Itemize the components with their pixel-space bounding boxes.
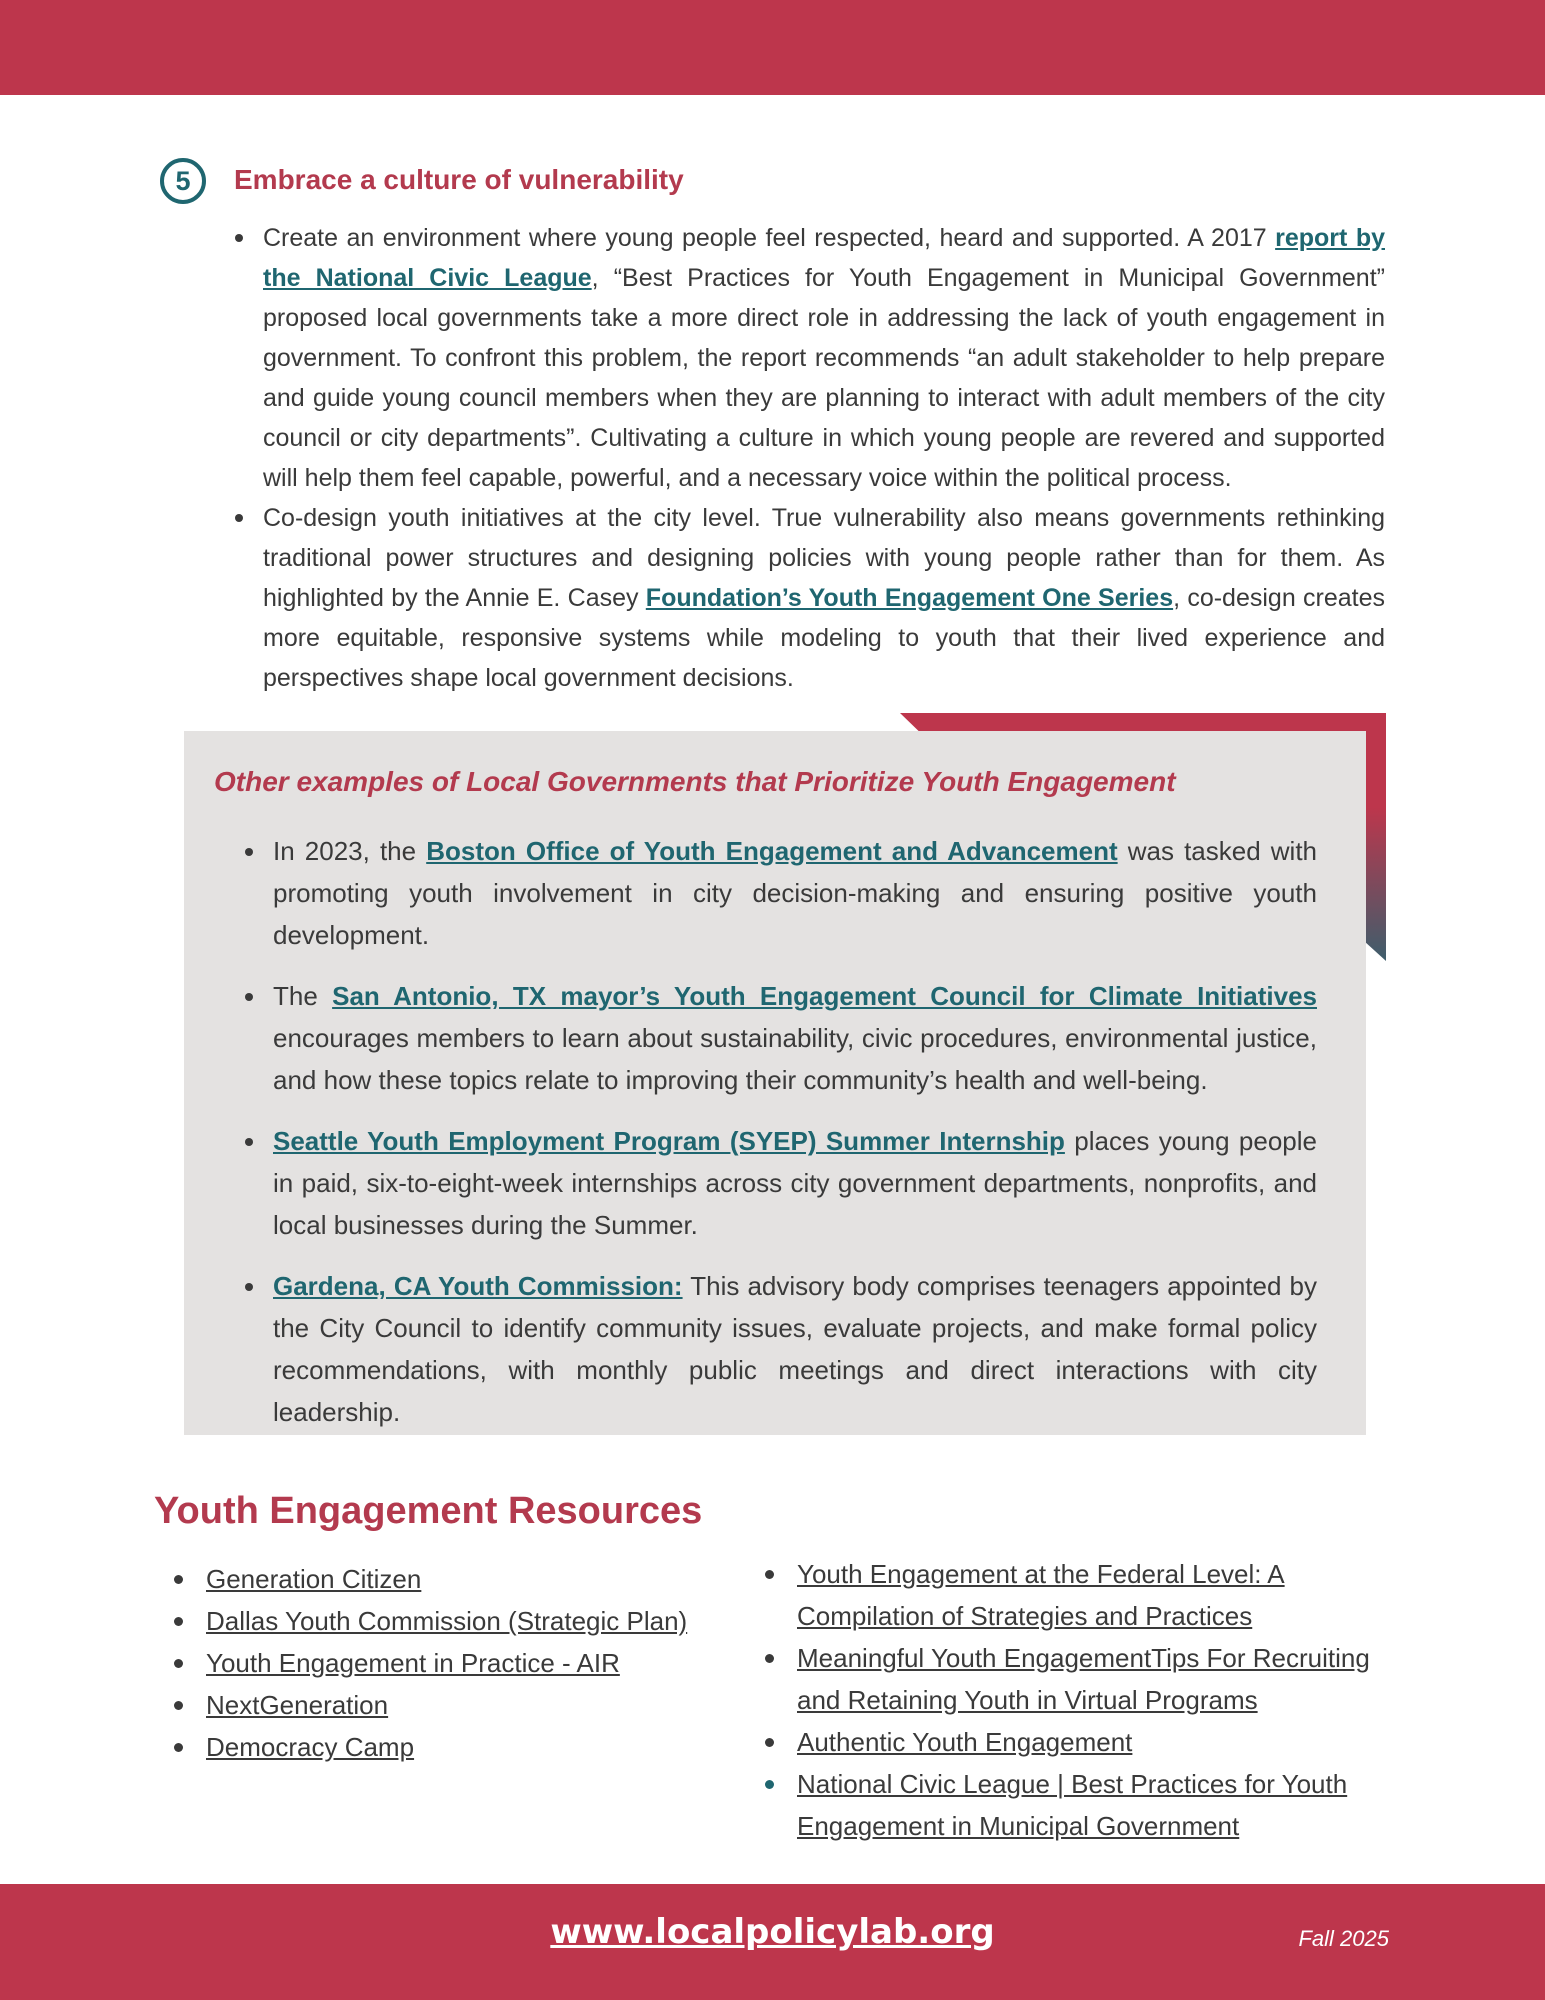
list-item: [263, 218, 1385, 498]
resource-link-authentic-engagement[interactable]: Authentic Youth Engagement: [797, 1727, 1133, 1757]
number-5-circle-icon: [160, 158, 206, 204]
list-item: [273, 1120, 1317, 1246]
list-item: [797, 1637, 1397, 1721]
list-item: [206, 1684, 726, 1726]
list-item: [273, 975, 1317, 1101]
bullet-dot-icon: [765, 1654, 774, 1663]
bullet-dot-icon: [174, 1659, 183, 1668]
bullet-dot-icon: [245, 848, 253, 856]
item-text: places young people in paid, six-to-eight-week internships across city government departments, nonprofits, and local businesses during the Summer.: [273, 1126, 1318, 1240]
bullet-text: , co-design creates more equitable, responsive systems while modeling to youth that their lived experience and perspectives shape local government decisions.: [263, 584, 1385, 692]
bullet-dot-icon: [765, 1570, 774, 1579]
san-antonio-council-link[interactable]: San Antonio, TX mayor’s Youth Engagement Council for Climate Initiatives: [332, 981, 1317, 1011]
list-item: [206, 1642, 726, 1684]
bullet-text: , “Best Practices for Youth Engagement in Municipal Government” proposed local governments take a more direct role in addressing the lack of youth engagement in government. To confront this problem, the report recommends “an adult stakeholder to help prepare and guide young council members when they are planning to interact with adult members of the city council or city departments”. Cultivating a culture in which young people are revered and supported will help them feel capable, powerful, and a necessary voice within the political process.: [263, 264, 1385, 492]
bullet-dot-icon: [245, 993, 253, 1001]
list-item: [273, 1265, 1317, 1433]
bullet-text: Create an environment where young people feel respected, heard and supported. A 2017: [263, 224, 1276, 252]
top-banner: [0, 0, 1545, 95]
website-link[interactable]: www.localpolicylab.org: [550, 1912, 995, 1952]
resource-link-national-civic-league[interactable]: National Civic League | Best Practices for Youth Engagement in Municipal Government: [797, 1769, 1348, 1841]
list-item: [206, 1558, 726, 1600]
list-item: [206, 1600, 726, 1642]
gardena-commission-link[interactable]: Gardena, CA Youth Commission:: [273, 1271, 683, 1301]
list-item: [263, 498, 1385, 698]
resources-list-left: [206, 1558, 726, 1768]
item-text: This advisory body comprises teenagers appointed by the City Council to identify community issues, evaluate projects, and make formal policy recommendations, with monthly public meetings and direct interactions with city leadership.: [273, 1271, 1318, 1427]
bullet-dot-icon: [174, 1701, 183, 1710]
foundation-series-link[interactable]: Foundation’s Youth Engagement One Series: [645, 584, 1174, 612]
bullet-text: Co-design youth initiatives at the city level. True vulnerability also means governments rethinking traditional power structures and designing policies with young people rather than for them. As highlighted by the Annie E. Casey: [263, 504, 1385, 612]
bullet-dot-icon: [174, 1575, 183, 1584]
resource-link-air[interactable]: Youth Engagement in Practice - AIR: [206, 1648, 620, 1678]
resource-link-virtual-programs[interactable]: Meaningful Youth EngagementTips For Recruiting and Retaining Youth in Virtual Programs: [797, 1643, 1370, 1715]
callout-title: Other examples of Local Governments that Prioritize Youth Engagement: [214, 766, 1176, 797]
resource-link-generation-citizen[interactable]: Generation Citizen: [206, 1564, 422, 1594]
resource-link-federal-level[interactable]: Youth Engagement at the Federal Level: A Compilation of Strategies and Practices: [797, 1559, 1285, 1631]
bullet-dot-icon: [174, 1617, 183, 1626]
item-text: In 2023, the: [273, 836, 427, 866]
list-item: [273, 830, 1317, 956]
bullet-dot-icon: [245, 1138, 253, 1146]
item-text: The: [273, 981, 333, 1011]
step-number: 5: [175, 165, 191, 196]
bullet-dot-icon: [245, 1283, 253, 1291]
seattle-syep-link[interactable]: Seattle Youth Employment Program (SYEP) Summer Internship: [273, 1126, 1065, 1156]
report-link[interactable]: report by the National Civic League: [263, 224, 1385, 292]
resources-list-right: [797, 1553, 1397, 1847]
bullet-dot-icon: [765, 1738, 774, 1747]
bullet-dot-icon: [765, 1780, 774, 1789]
list-item: [797, 1763, 1397, 1847]
boston-office-link[interactable]: Boston Office of Youth Engagement and Advancement: [426, 836, 1118, 866]
bullet-dot-icon: [235, 514, 243, 522]
edition-date: Fall 2025: [1298, 1926, 1389, 1951]
list-item: [797, 1553, 1397, 1637]
resource-link-dallas-commission[interactable]: Dallas Youth Commission (Strategic Plan): [206, 1606, 688, 1636]
resources-heading: Youth Engagement Resources: [154, 1490, 703, 1532]
list-item: [206, 1726, 726, 1768]
list-item: [797, 1721, 1397, 1763]
vulnerability-bullet-list: [263, 218, 1385, 698]
bullet-dot-icon: [235, 234, 243, 242]
resource-link-democracy-camp[interactable]: Democracy Camp: [206, 1732, 415, 1762]
resource-link-nextgeneration[interactable]: NextGeneration: [206, 1690, 389, 1720]
section-heading: Embrace a culture of vulnerability: [234, 164, 684, 195]
examples-list: [273, 830, 1317, 1452]
item-text: was tasked with promoting youth involvement in city decision-making and ensuring positive youth development.: [273, 836, 1318, 950]
bullet-dot-icon: [174, 1743, 183, 1752]
item-text: encourages members to learn about sustainability, civic procedures, environmental justice, and how these topics relate to improving their community’s health and well-being.: [273, 1023, 1317, 1095]
